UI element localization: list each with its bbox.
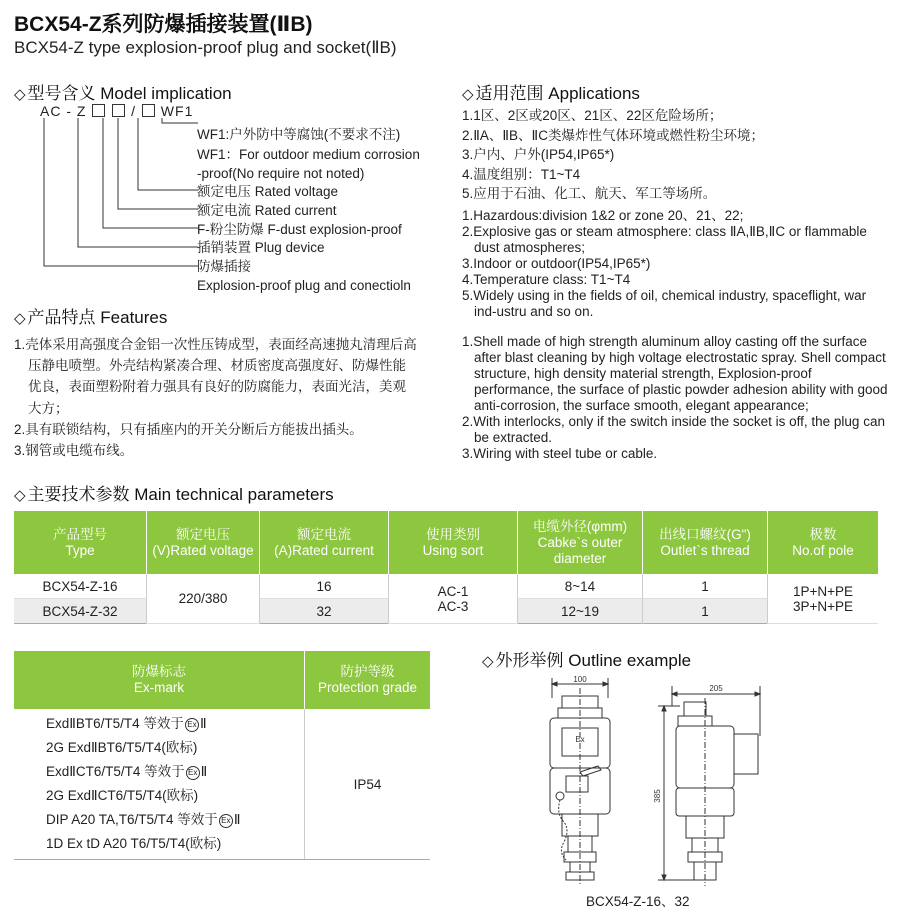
- ex-mark-icon: Ex: [219, 814, 233, 828]
- outline-drawing: [500, 676, 770, 888]
- col-thread: 出线口螺纹(G") Outlet`s thread: [643, 511, 768, 574]
- params-header-row: [14, 511, 878, 574]
- features-list-en: [462, 334, 892, 462]
- exmark-header-row: [14, 651, 430, 709]
- feature-item: 2.具有联锁结构，只有插座内的开关分断后方能拔出插头。: [14, 421, 363, 437]
- application-item: 3.户内、户外(IP54,IP65*): [462, 147, 615, 162]
- code-suffix: WF1: [160, 103, 194, 119]
- cell-current: 32: [260, 599, 389, 624]
- model-line-1: WF1:户外防中等腐蚀(不要求不注): [197, 127, 401, 142]
- page-title: BCX54-Z系列防爆插接装置(ⅡB): [14, 13, 313, 36]
- model-code: [40, 103, 193, 119]
- application-item-en: 1.Hazardous:division 1&2 or zone 20、21、22;: [462, 208, 744, 223]
- model-line-7: 插销装置 Plug device: [197, 240, 325, 255]
- applications-heading: [462, 79, 640, 104]
- side-view: [676, 698, 758, 886]
- dim-width-front-label: 100: [573, 676, 587, 684]
- model-heading: [14, 79, 232, 104]
- model-bracket-lines: [36, 118, 200, 268]
- diamond-icon: ◇: [14, 86, 26, 103]
- model-line-9: Explosion-proof plug and conectioln: [197, 278, 411, 293]
- side-width-dimension: [672, 686, 760, 736]
- col-diameter: 电缆外径(φmm) Cabke`s outer diameter: [518, 511, 643, 574]
- application-item-en: 5.Widely using in the fields of oil, chemical industry, spaceflight, war ind-ustru and so on.: [462, 288, 867, 319]
- col-type: 产品型号 Type: [14, 511, 147, 574]
- exmark-item: ExdⅡBT6/T5/T4 等效于 Ex Ⅱ: [46, 716, 207, 731]
- col-sort: 使用类别 Using sort: [389, 511, 518, 574]
- col-voltage: 额定电压 (V)Rated voltage: [147, 511, 260, 574]
- code-prefix: AC - Z: [40, 103, 87, 119]
- dim-width-side-label: 205: [709, 684, 723, 693]
- params-heading-text: 主要技术参数 Main technical parameters: [27, 485, 334, 504]
- exmark-item: 2G ExdⅡBT6/T5/T4(欧标): [46, 740, 198, 755]
- features-heading-text: 产品特点 Features: [27, 308, 168, 327]
- application-item: 5.应用于石油、化工、航天、军工等场所。: [462, 186, 717, 201]
- front-plate-label: Ex: [575, 735, 585, 744]
- params-heading: [14, 480, 334, 505]
- bracket-line-voltage: [138, 118, 198, 190]
- application-item: 1.1区、2区或20区、21区、22区危险场所；: [462, 108, 723, 123]
- code-box-2: [112, 104, 125, 117]
- cell-type: BCX54-Z-32: [14, 599, 147, 624]
- ex-mark-icon: Ex: [186, 766, 200, 780]
- params-table: [14, 511, 878, 624]
- dim-height-label: 385: [653, 789, 662, 803]
- cell-thread: 1: [643, 574, 768, 599]
- model-line-2: WF1：For outdoor medium corrosion: [197, 147, 420, 162]
- diamond-icon: ◇: [14, 310, 26, 327]
- bracket-line-wf1: [162, 118, 198, 123]
- features-heading: [14, 303, 167, 328]
- feature-item-en: 3.Wiring with steel tube or cable.: [462, 446, 658, 461]
- model-line-6: F-粉尘防爆 F-dust explosion-proof: [197, 222, 402, 237]
- cell-poles: 1P+N+PE 3P+N+PE: [768, 574, 879, 624]
- application-item-en: 3.Indoor or outdoor(IP54,IP65*): [462, 256, 651, 271]
- col-exmark: 防爆标志 Ex-mark: [14, 651, 305, 709]
- application-item-en: 4.Temperature class: T1~T4: [462, 272, 631, 287]
- model-line-3: -proof(No require not noted): [197, 166, 365, 181]
- diamond-icon: ◇: [462, 86, 474, 103]
- col-poles: 极数 No.of pole: [768, 511, 879, 574]
- cell-diameter: 12~19: [518, 599, 643, 624]
- diamond-icon: ◇: [14, 487, 26, 504]
- applications-heading-text: 适用范围 Applications: [475, 84, 640, 103]
- cell-thread: 1: [643, 599, 768, 624]
- cell-diameter: 8~14: [518, 574, 643, 599]
- exmark-row: [14, 709, 430, 860]
- cell-type: BCX54-Z-16: [14, 574, 147, 599]
- model-line-5: 额定电流 Rated current: [197, 203, 337, 218]
- code-slash: /: [131, 103, 137, 119]
- col-current: 额定电流 (A)Rated current: [260, 511, 389, 574]
- applications-list-en: [462, 208, 892, 320]
- diamond-icon: ◇: [482, 653, 494, 670]
- exmark-item: 1D Ex tD A20 T6/T5/T4(欧标): [46, 836, 222, 851]
- model-line-8: 防爆插接: [197, 259, 251, 274]
- bracket-line-dust: [103, 118, 198, 228]
- features-list-cn: [14, 334, 419, 461]
- page-subtitle: BCX54-Z type explosion-proof plug and socket(ⅡB): [14, 38, 397, 57]
- feature-item: 1.壳体采用高强度合金铝一次性压铸成型，表面经高速抛丸清理后高压静电喷塑。外壳结构紧凑合理、材质密度高强度好、防爆性能优良，表面塑粉附着力强具有良好的防腐能力，表面光洁，美观大方；: [14, 337, 417, 416]
- feature-item-en: 1.Shell made of high strength aluminum alloy casting off the surface after blast cleaning by high voltage electrostatic spray. Shell compact structure, high density material strength, Explosion-proof performance, the surface of plastic powder adhesion ability with good anti-corrosion, the surface smooth, elegant appearance;: [462, 334, 888, 413]
- outline-heading-text: 外形举例 Outline example: [495, 651, 692, 670]
- exmark-table: [14, 651, 430, 860]
- cell-sort: AC-1 AC-3: [389, 574, 518, 624]
- exmark-list: [14, 709, 305, 860]
- outline-caption: BCX54-Z-16、32: [586, 894, 690, 909]
- model-heading-text: 型号含义 Model implication: [27, 84, 232, 103]
- code-box-1: [92, 104, 105, 117]
- ex-mark-icon: Ex: [185, 718, 199, 732]
- table-row: [14, 574, 878, 599]
- exmark-item: DIP A20 TA,T6/T5/T4 等效于 Ex Ⅱ: [46, 812, 241, 827]
- feature-item: 3.钢管或电缆布线。: [14, 443, 134, 459]
- col-protection: 防护等级 Protection grade: [305, 651, 431, 709]
- code-box-3: [142, 104, 155, 117]
- height-dimension: [658, 706, 712, 880]
- bracket-line-plug: [44, 118, 198, 266]
- outline-heading: [482, 646, 691, 671]
- bracket-line-current: [118, 118, 198, 209]
- application-item: 2.ⅡA、ⅡB、ⅡC类爆炸性气体环境或燃性粉尘环境；: [462, 127, 764, 143]
- cell-voltage: 220/380: [147, 574, 260, 624]
- front-view: [550, 688, 610, 886]
- applications-list-cn: [462, 106, 892, 204]
- cell-current: 16: [260, 574, 389, 599]
- protection-grade: IP54: [305, 709, 431, 860]
- application-item-en: 2.Explosive gas or steam atmosphere: class ⅡA,ⅡB,ⅡC or flammable dust atmospheres;: [462, 224, 867, 255]
- exmark-item: ExdⅡCT6/T5/T4 等效于 Ex Ⅱ: [46, 764, 208, 779]
- application-item: 4.温度组别：T1~T4: [462, 166, 581, 182]
- feature-item-en: 2.With interlocks, only if the switch inside the socket is off, the plug can be extracted.: [462, 414, 885, 445]
- exmark-item: 2G ExdⅡCT6/T5/T4(欧标): [46, 788, 199, 803]
- model-line-4: 额定电压 Rated voltage: [197, 184, 339, 199]
